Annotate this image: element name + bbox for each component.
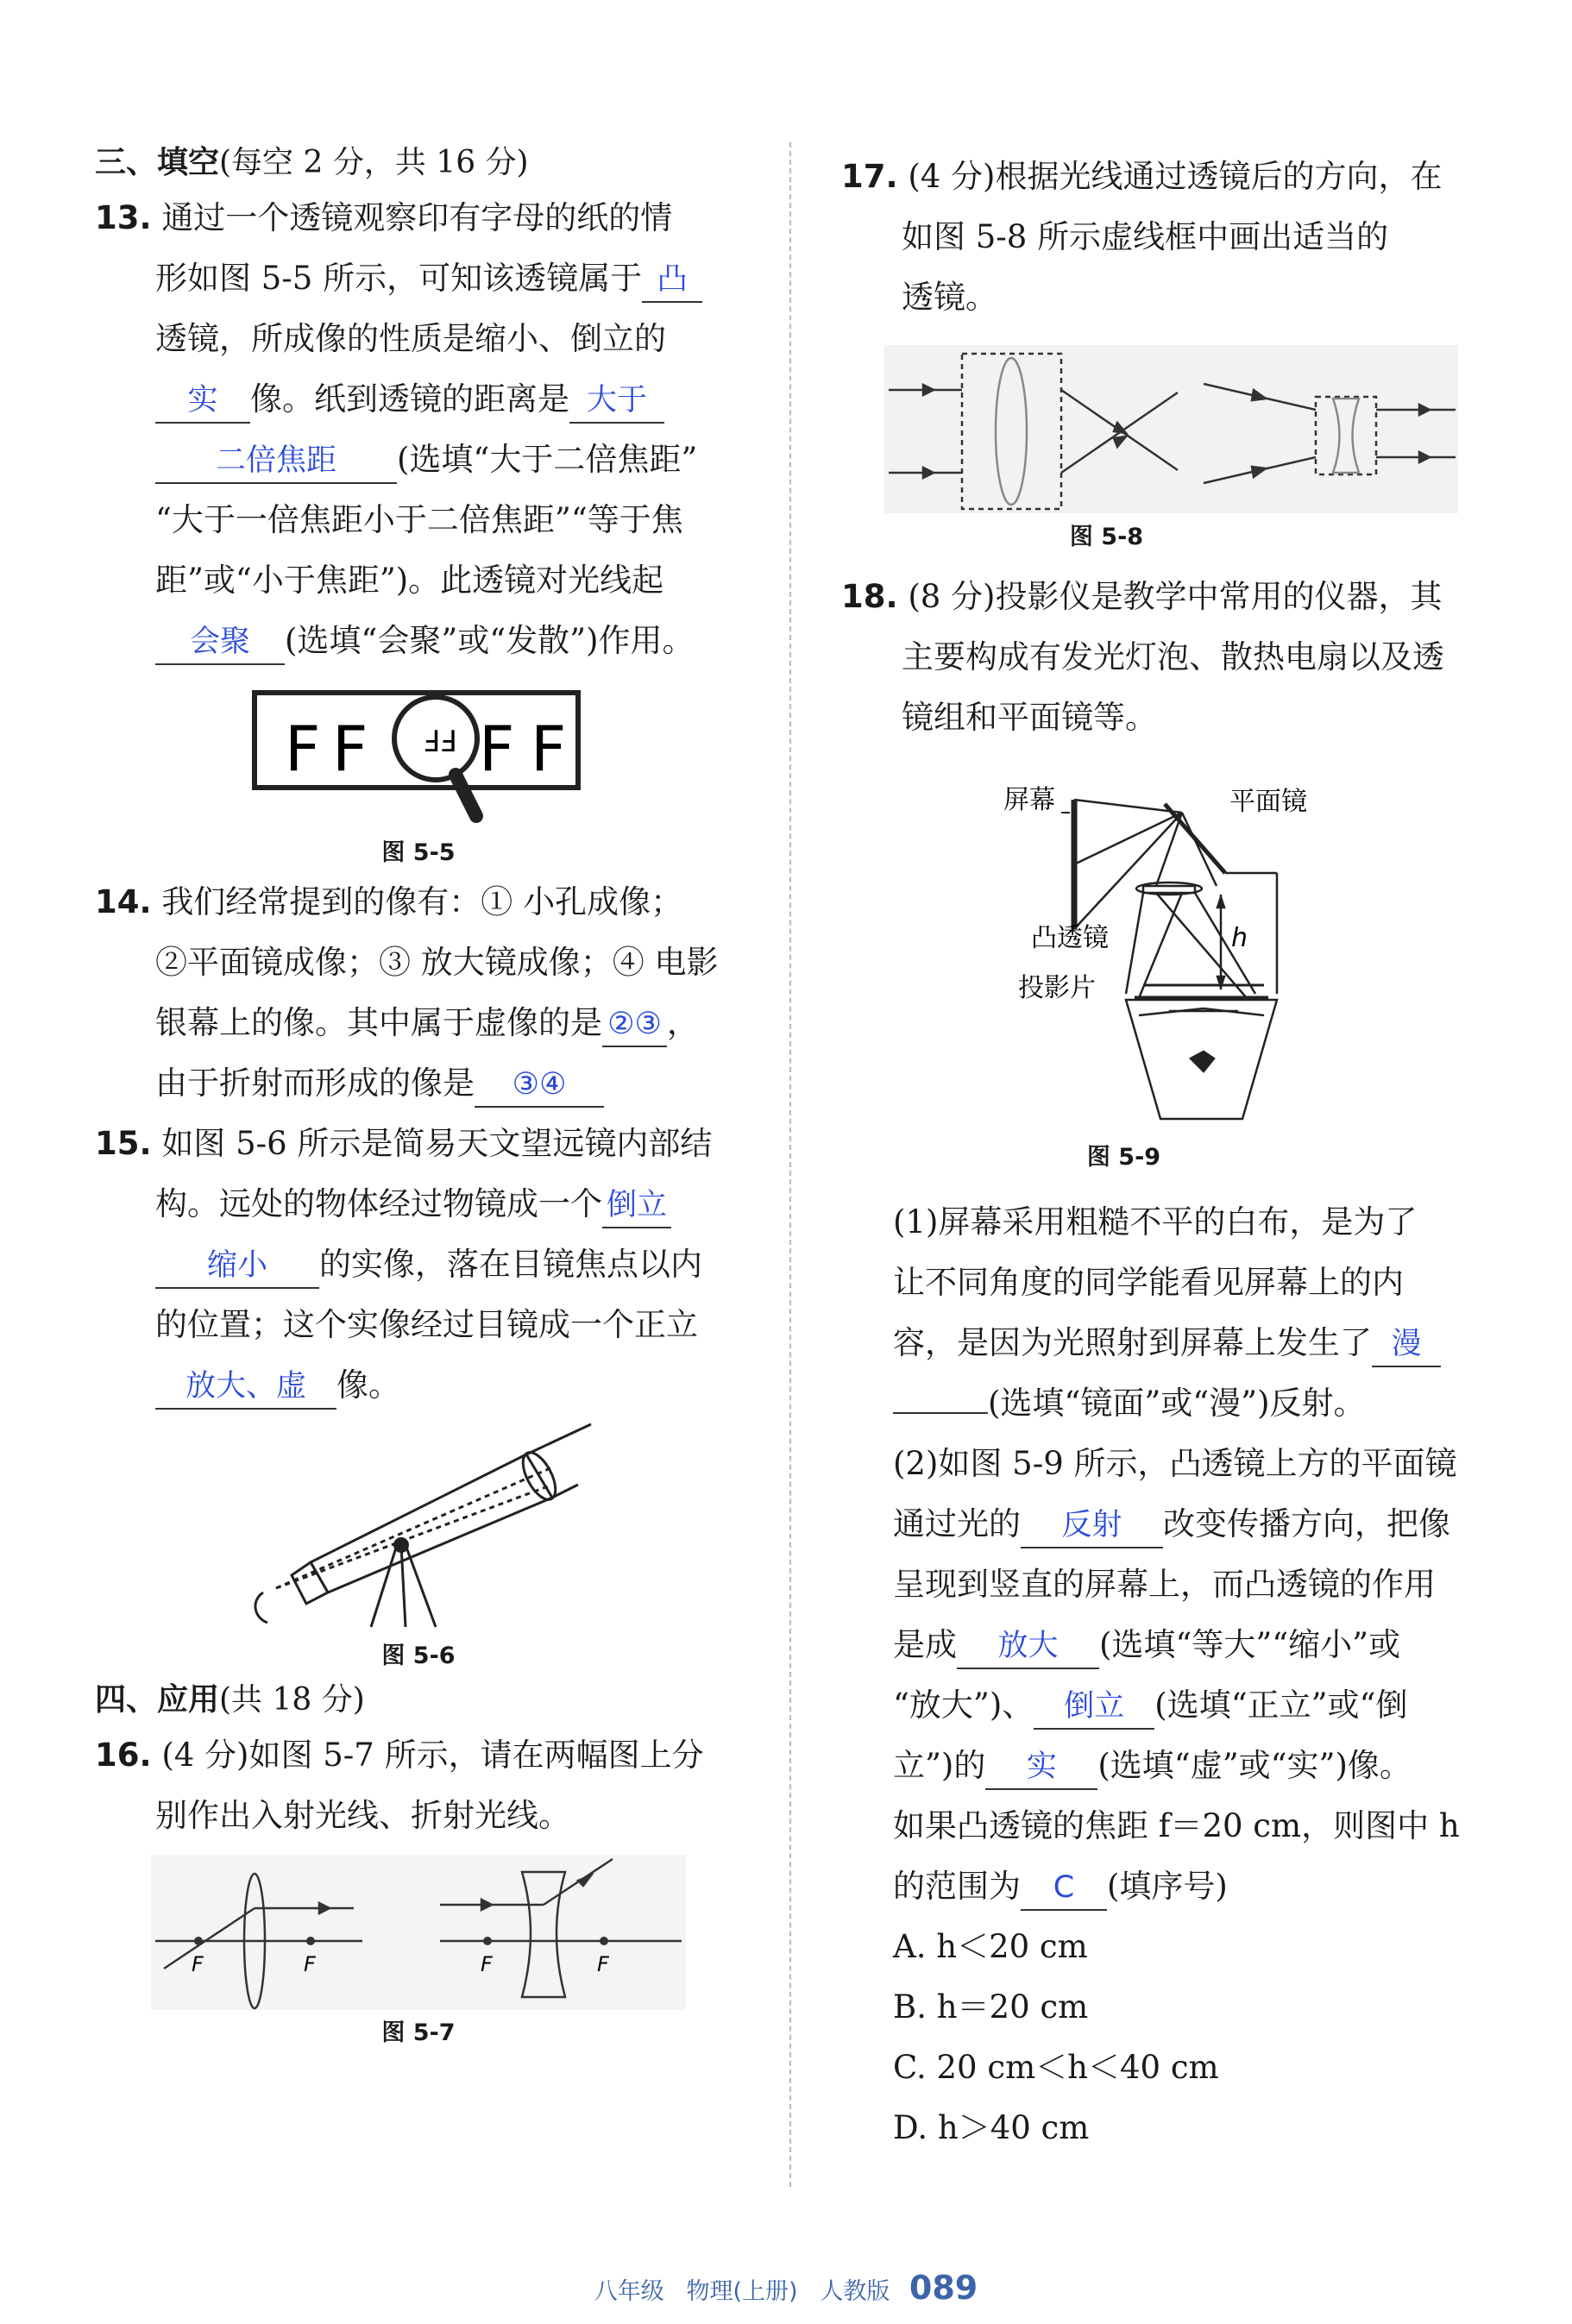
answer-blank[interactable]: 放大、虚	[155, 1365, 336, 1410]
figure-caption: 图 5-6	[381, 1643, 456, 1669]
label-h: h	[1231, 923, 1248, 953]
answer-blank[interactable]: 倒立	[602, 1184, 671, 1228]
footer-grade: 八年级	[594, 2278, 664, 2305]
lens-ray-diagram	[95, 1855, 742, 2010]
question-number: 16.	[95, 1737, 152, 1774]
label-mirror: 平面镜	[1229, 787, 1307, 817]
focus-label: F	[304, 1952, 316, 1976]
right-column	[841, 147, 1484, 2158]
label-slide: 投影片	[1018, 973, 1096, 1003]
page-number: 089	[909, 2269, 978, 2307]
option-a: A. h＜20 cm	[893, 1928, 1088, 1965]
left-column	[95, 138, 742, 2047]
label-screen: 屏幕	[1003, 785, 1055, 815]
focus-label: F	[597, 1952, 609, 1976]
magnifier-letters-image	[95, 671, 742, 844]
answer-blank[interactable]: 漫	[1372, 1322, 1441, 1367]
answer-blank[interactable]: ②③	[602, 1002, 667, 1047]
option-d: D. h＞40 cm	[893, 2109, 1090, 2146]
letter-f: F	[479, 713, 515, 785]
figure-5-9	[841, 774, 1484, 1145]
answer-blank[interactable]: 实	[985, 1745, 1097, 1790]
answer-blank[interactable]: 实	[155, 379, 250, 424]
page-footer	[0, 2269, 1572, 2307]
question-14: 14. 我们经常提到的像有：① 小孔成像； ②平面镜成像；③ 放大镜成像；④ 电影 银幕上的像。其中属于虚像的是 ②③ ， 由于折射而形成的像是 ③④	[95, 872, 742, 1114]
question-number: 15.	[95, 1125, 152, 1162]
option-c: C. 20 cm＜h＜40 cm	[893, 2049, 1219, 2086]
figure-caption: 图 5-8	[1069, 524, 1144, 550]
figure-caption: 图 5-5	[381, 839, 456, 866]
question-number: 17.	[841, 158, 898, 195]
answer-blank[interactable]: 二倍焦距	[155, 439, 397, 484]
question-number: 14.	[95, 883, 152, 920]
figure-5-6	[95, 1416, 742, 1649]
answer-blank[interactable]: 反射	[1021, 1504, 1163, 1548]
answer-blank[interactable]: 大于	[569, 379, 664, 424]
focus-label: F	[481, 1952, 493, 1976]
question-16: 16. (4 分)如图 5-7 所示，请在两幅图上分 别作出入射光线、折射光线。 F F F F 图 5-7	[95, 1725, 742, 2047]
answer-blank[interactable]: 会聚	[155, 620, 285, 665]
answer-blank[interactable]: 凸	[642, 258, 702, 303]
question-18: 18. (8 分)投影仪是教学中常用的仪器，其 主要构成有发光灯泡、散热电扇以及透 镜组和平面镜等。 屏幕 平面镜 凸透镜 投影片 h 图 5-9 (1)屏幕采用粗糙不平的白布，是为了 让不同角度的同学能看见屏幕上的内 容，是因为光照射到屏幕上发生了 漫 (选填“镜面”或“漫”)反射。 (2)如图 5-9 所示，凸透镜上方的平面镜 通过光的 反射 改变传播方向，把像 呈现到竖直的屏幕上，而凸透镜的作用 是成 放大 (选填“等大”“缩小”或 “放大”)、 倒立 (选填“正立”或“倒 立”)的 实 (选填“虚”或“实”)像。 如果凸透镜的焦距 f＝20 cm，则图中 h 的范围为 C (填序号) A. h＜20 cm B. h＝20 cm C. 20 cm＜h＜40 cm D. h＞40 cm	[841, 567, 1484, 2158]
answer-blank[interactable]: 放大	[957, 1624, 1099, 1669]
answer-blank[interactable]: 倒立	[1034, 1685, 1154, 1730]
question-13: 13. 通过一个透镜观察印有字母的纸的情 形如图 5-5 所示，可知该透镜属于 凸 透镜，所成像的性质是缩小、倒立的 实 像。纸到透镜的距离是 大于 二倍焦距 (选填“大于二倍焦距” “大于一倍焦距小于二倍焦距”“等于焦 距”或“小于焦距”)。此透镜对光线起 会聚 (选填“会聚”或“发散”)作用。 F F FF F F 图 5-5	[95, 188, 742, 867]
figure-caption: 图 5-7	[381, 2019, 456, 2046]
section-4-header: 四、应用(共 18 分)	[95, 1682, 365, 1718]
answer-blank[interactable]: 缩小	[155, 1244, 319, 1289]
answer-blank[interactable]	[893, 1412, 988, 1414]
figure-5-5	[95, 671, 742, 844]
question-number: 13.	[95, 199, 152, 236]
dashed-box-ray-diagram	[841, 336, 1484, 518]
projector-diagram	[841, 774, 1484, 1145]
letter-f: F	[531, 713, 567, 785]
answer-blank[interactable]: ③④	[475, 1063, 604, 1108]
letter-f: F	[285, 713, 321, 785]
option-b: B. h＝20 cm	[893, 1988, 1089, 2026]
figure-caption: 图 5-9	[1086, 1144, 1161, 1171]
footer-edition: 人教版	[820, 2278, 890, 2305]
label-lens: 凸透镜	[1031, 923, 1109, 953]
small-letters: FF	[423, 722, 457, 757]
footer-subject: 物理(上册)	[686, 2278, 798, 2305]
question-number: 18.	[841, 578, 898, 615]
section-3-header: 三、填空(每空 2 分，共 16 分)	[95, 145, 529, 180]
question-15: 15. 如图 5-6 所示是简易天文望远镜内部结 构。远处的物体经过物镜成一个 倒立 缩小 的实像，落在目镜焦点以内 的位置；这个实像经过目镜成一个正立 放大、虚 像。 图 5-6	[95, 1114, 742, 1670]
letter-f: F	[332, 713, 368, 785]
telescope-image	[95, 1416, 742, 1649]
figure-5-7	[95, 1855, 742, 2010]
figure-5-8	[841, 336, 1484, 518]
focus-label: F	[192, 1952, 204, 1976]
question-17: 17. (4 分)根据光线通过透镜后的方向，在 如图 5-8 所示虚线框中画出适当的 透镜。 图 5-8	[841, 147, 1484, 551]
answer-blank[interactable]: C	[1021, 1866, 1107, 1911]
